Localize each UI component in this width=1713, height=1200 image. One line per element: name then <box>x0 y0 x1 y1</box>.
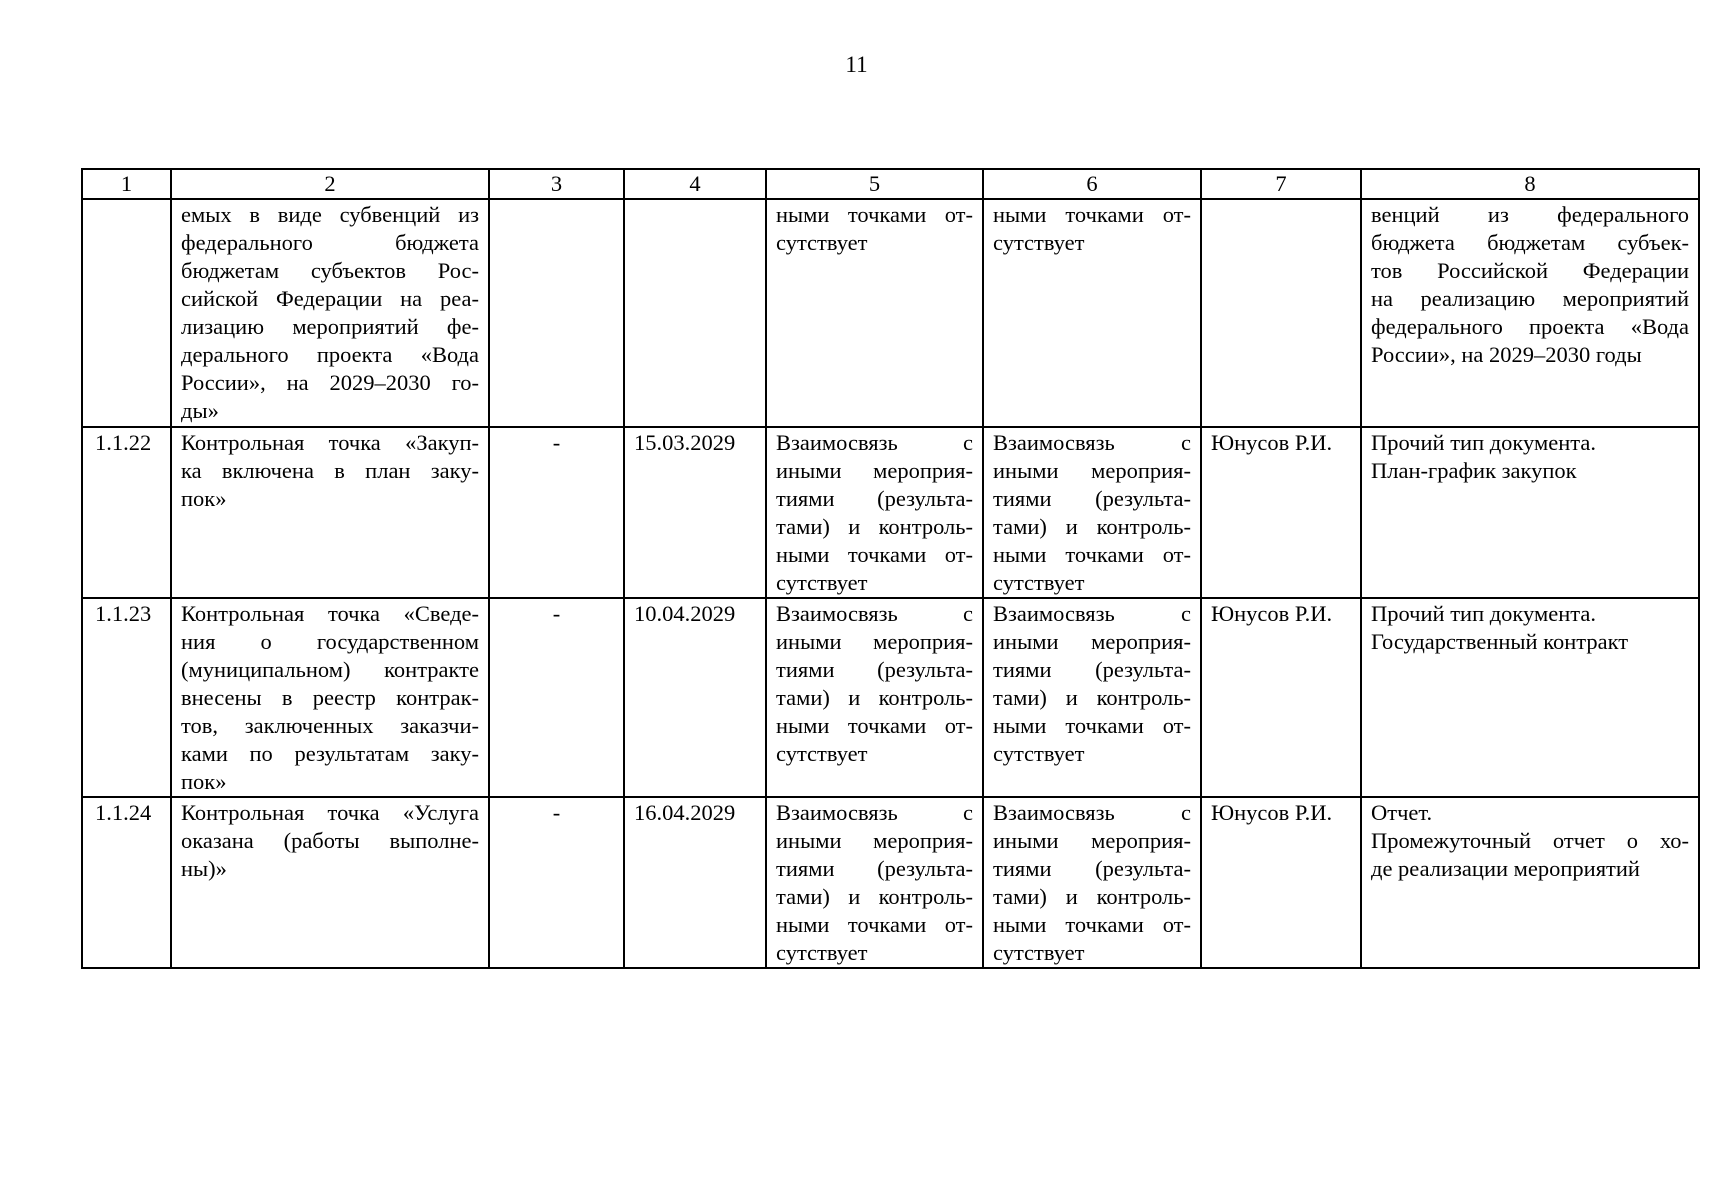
cell-line: сутствует <box>993 741 1085 766</box>
cell-relation <box>766 797 983 968</box>
cell-responsible: Юнусов Р.И. <box>1201 797 1361 968</box>
cell-col3 <box>489 199 624 427</box>
continuation-row <box>82 199 1699 427</box>
cell-line: Контрольная точка «Сведе- <box>181 601 479 626</box>
header-cell: 1 <box>82 169 171 199</box>
cell-date: 16.04.2029 <box>624 797 766 968</box>
cell-line: Взаимосвязь с <box>993 800 1191 825</box>
cell-responsible: Юнусов Р.И. <box>1201 598 1361 797</box>
cell-line: лизацию мероприятий фе- <box>181 314 479 339</box>
header-cell: 6 <box>983 169 1201 199</box>
cell-name <box>171 598 489 797</box>
table-row <box>82 427 1699 598</box>
cell-line: ны)» <box>181 856 227 881</box>
cell-line: оказана (работы выполне- <box>181 828 479 853</box>
cell-date <box>624 199 766 427</box>
header-cell: 8 <box>1361 169 1699 199</box>
cell-relation <box>766 427 983 598</box>
cell-line: тами) и контроль- <box>993 884 1191 909</box>
cell-line: венций из федерального <box>1371 202 1689 227</box>
cell-line: Отчет. <box>1371 800 1433 825</box>
cell-line: (муниципальном) контракте <box>181 657 479 682</box>
cell-line: иными мероприя- <box>993 458 1191 483</box>
cell-line: федерального бюджета <box>181 230 479 255</box>
cell-responsible <box>1201 199 1361 427</box>
cell-num: 1.1.23 <box>82 598 171 797</box>
header-cell: 4 <box>624 169 766 199</box>
cell-line: федерального проекта «Вода <box>1371 314 1689 339</box>
cell-relation-2 <box>983 427 1201 598</box>
cell-line: тиями (результа- <box>993 486 1191 511</box>
cell-line: тами) и контроль- <box>993 685 1191 710</box>
cell-line: России», на 2029–2030 годы <box>1371 342 1642 367</box>
plan-table <box>81 168 1700 969</box>
header-row <box>82 169 1699 199</box>
cell-line: сутствует <box>993 940 1085 965</box>
cell-line: ными точками от- <box>776 202 973 227</box>
cell-line: тами) и контроль- <box>993 514 1191 539</box>
cell-relation <box>766 598 983 797</box>
cell-line: Взаимосвязь с <box>776 601 973 626</box>
header-cell: 3 <box>489 169 624 199</box>
header-cell: 2 <box>171 169 489 199</box>
cell-date: 15.03.2029 <box>624 427 766 598</box>
cell-line: Взаимосвязь с <box>776 430 973 455</box>
cell-col3: - <box>489 598 624 797</box>
cell-document <box>1361 797 1699 968</box>
cell-line: бюджетам субъектов Рос- <box>181 258 479 283</box>
cell-line: ными точками от- <box>776 542 973 567</box>
cell-line: Взаимосвязь с <box>776 800 973 825</box>
cell-line: тиями (результа- <box>776 856 973 881</box>
header-cell: 5 <box>766 169 983 199</box>
cell-line: иными мероприя- <box>776 629 973 654</box>
cell-line: сутствует <box>993 570 1085 595</box>
cell-line: иными мероприя- <box>776 458 973 483</box>
cell-line: ния о государственном <box>181 629 479 654</box>
cell-line: ка включена в план заку- <box>181 458 479 483</box>
header-cell: 7 <box>1201 169 1361 199</box>
cell-line: дерального проекта «Вода <box>181 342 479 367</box>
cell-relation-2 <box>983 797 1201 968</box>
cell-line: ками по результатам заку- <box>181 741 479 766</box>
page-number: 11 <box>845 52 868 77</box>
cell-document <box>1361 598 1699 797</box>
cell-num: 1.1.22 <box>82 427 171 598</box>
cell-line: Государственный контракт <box>1371 629 1629 654</box>
cell-line: де реализации мероприятий <box>1371 856 1640 881</box>
cell-line: ными точками от- <box>776 912 973 937</box>
cell-line: тов Российской Федерации <box>1371 258 1689 283</box>
cell-line: тов, заключенных заказчи- <box>181 713 479 738</box>
cell-line: ными точками от- <box>993 202 1191 227</box>
cell-name <box>171 199 489 427</box>
cell-line: Промежуточный отчет о хо- <box>1371 828 1689 853</box>
table-row <box>82 598 1699 797</box>
cell-line: ными точками от- <box>776 713 973 738</box>
cell-line: тиями (результа- <box>993 657 1191 682</box>
cell-line: пок» <box>181 486 227 511</box>
cell-line: сутствует <box>776 570 868 595</box>
cell-name <box>171 797 489 968</box>
cell-document <box>1361 199 1699 427</box>
cell-line: тами) и контроль- <box>776 685 973 710</box>
cell-line: внесены в реестр контрак- <box>181 685 479 710</box>
cell-line: сийской Федерации на реа- <box>181 286 479 311</box>
cell-line: тами) и контроль- <box>776 514 973 539</box>
cell-line: План-график закупок <box>1371 458 1577 483</box>
cell-line: сутствует <box>776 940 868 965</box>
cell-line: сутствует <box>776 230 868 255</box>
cell-line: емых в виде субвенций из <box>181 202 479 227</box>
cell-line: России», на 2029–2030 го- <box>181 370 479 395</box>
cell-line: тиями (результа- <box>776 657 973 682</box>
cell-line: иными мероприя- <box>776 828 973 853</box>
cell-line: Прочий тип документа. <box>1371 601 1596 626</box>
cell-num: 1.1.24 <box>82 797 171 968</box>
cell-line: Прочий тип документа. <box>1371 430 1596 455</box>
cell-line: пок» <box>181 769 227 794</box>
cell-line: на реализацию мероприятий <box>1371 286 1689 311</box>
cell-line: Взаимосвязь с <box>993 430 1191 455</box>
cell-line: тами) и контроль- <box>776 884 973 909</box>
cell-line: ными точками от- <box>993 542 1191 567</box>
cell-name <box>171 427 489 598</box>
cell-col3: - <box>489 427 624 598</box>
cell-line: ными точками от- <box>993 912 1191 937</box>
cell-responsible: Юнусов Р.И. <box>1201 427 1361 598</box>
cell-line: сутствует <box>776 741 868 766</box>
cell-line: Контрольная точка «Закуп- <box>181 430 479 455</box>
cell-line: Контрольная точка «Услуга <box>181 800 479 825</box>
cell-relation <box>766 199 983 427</box>
cell-line: сутствует <box>993 230 1085 255</box>
cell-relation-2 <box>983 598 1201 797</box>
cell-document <box>1361 427 1699 598</box>
cell-num <box>82 199 171 427</box>
cell-line: иными мероприя- <box>993 629 1191 654</box>
cell-line: ными точками от- <box>993 713 1191 738</box>
table-row <box>82 797 1699 968</box>
cell-date: 10.04.2029 <box>624 598 766 797</box>
cell-line: тиями (результа- <box>993 856 1191 881</box>
cell-line: тиями (результа- <box>776 486 973 511</box>
cell-line: Взаимосвязь с <box>993 601 1191 626</box>
cell-line: иными мероприя- <box>993 828 1191 853</box>
cell-line: ды» <box>181 398 219 423</box>
cell-relation-2 <box>983 199 1201 427</box>
cell-line: бюджета бюджетам субъек- <box>1371 230 1689 255</box>
cell-col3: - <box>489 797 624 968</box>
